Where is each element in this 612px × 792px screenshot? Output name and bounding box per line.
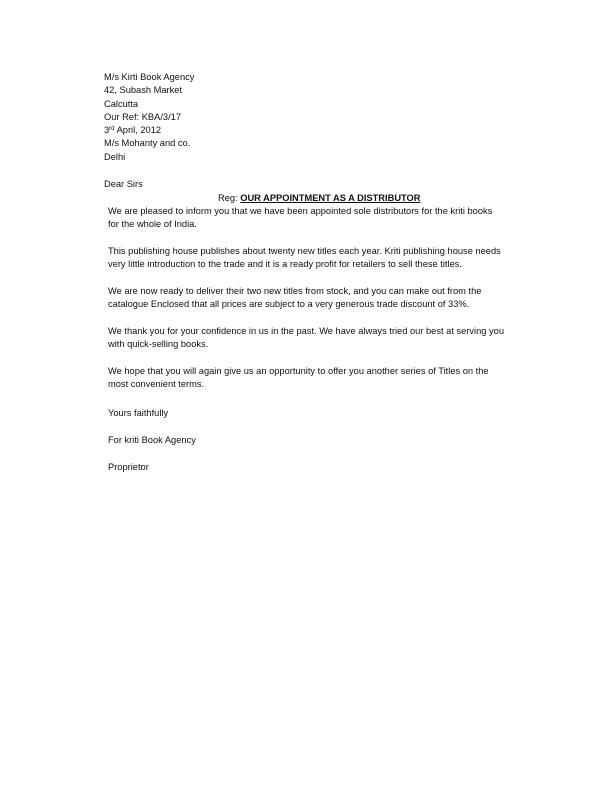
paragraph-line: catalogue Enclosed that all prices are subject to a very generous trade discount of 33%. <box>108 299 470 310</box>
letter-date <box>104 124 404 137</box>
paragraph-line: This publishing house publishes about twenty new titles each year. Kriti publishing house needs <box>108 245 501 256</box>
paragraph <box>108 365 548 392</box>
paragraph-line: with quick-selling books. <box>108 339 209 350</box>
subject-text: OUR APPOINTMENT AS A DISTRIBUTOR <box>240 193 421 203</box>
salutation: Dear Sirs <box>104 179 143 189</box>
date-suffix: rd <box>109 126 115 133</box>
paragraph <box>108 285 548 312</box>
reference-number: Our Ref: KBA/3/17 <box>104 111 181 122</box>
paragraph <box>108 245 548 272</box>
paragraph-line: We are pleased to inform you that we have been appointed sole distributors for the kriti books <box>108 206 493 216</box>
recipient-city: Delhi <box>104 151 126 162</box>
subject-prefix: Reg: <box>218 193 241 203</box>
date-day: 3 <box>104 125 110 136</box>
paragraph-line: We hope that you will again give us an opportunity to offer you another series of Titles on the <box>108 365 489 376</box>
paragraph <box>108 205 548 232</box>
sender-name: M/s Kirti Book Agency <box>104 72 195 82</box>
paragraph-line: very little introduction to the trade and it is a ready profit for retailers to sell these titles. <box>108 259 462 270</box>
recipient-name: M/s Mohanty and co. <box>104 138 191 149</box>
sender-street: 42, Subash Market <box>104 85 183 96</box>
subject-line <box>218 192 421 205</box>
paragraph-line: We thank you for your confidence in us in the past. We have always tried our best at serving you <box>108 325 505 336</box>
paragraph-line: for the whole of India. <box>108 219 197 230</box>
paragraph-line: most convenient terms. <box>108 379 205 390</box>
valediction: Yours faithfully <box>108 408 169 418</box>
address-block <box>104 71 404 164</box>
sender-city: Calcutta <box>104 98 139 109</box>
signature-title: Proprietor <box>108 462 149 472</box>
paragraph <box>108 325 548 352</box>
signature-company: For kriti Book Agency <box>108 435 196 445</box>
date-rest: April, 2012 <box>114 125 162 136</box>
letter-body <box>108 205 548 405</box>
paragraph-line: We are now ready to deliver their two new titles from stock, and you can make out from the <box>108 285 482 296</box>
